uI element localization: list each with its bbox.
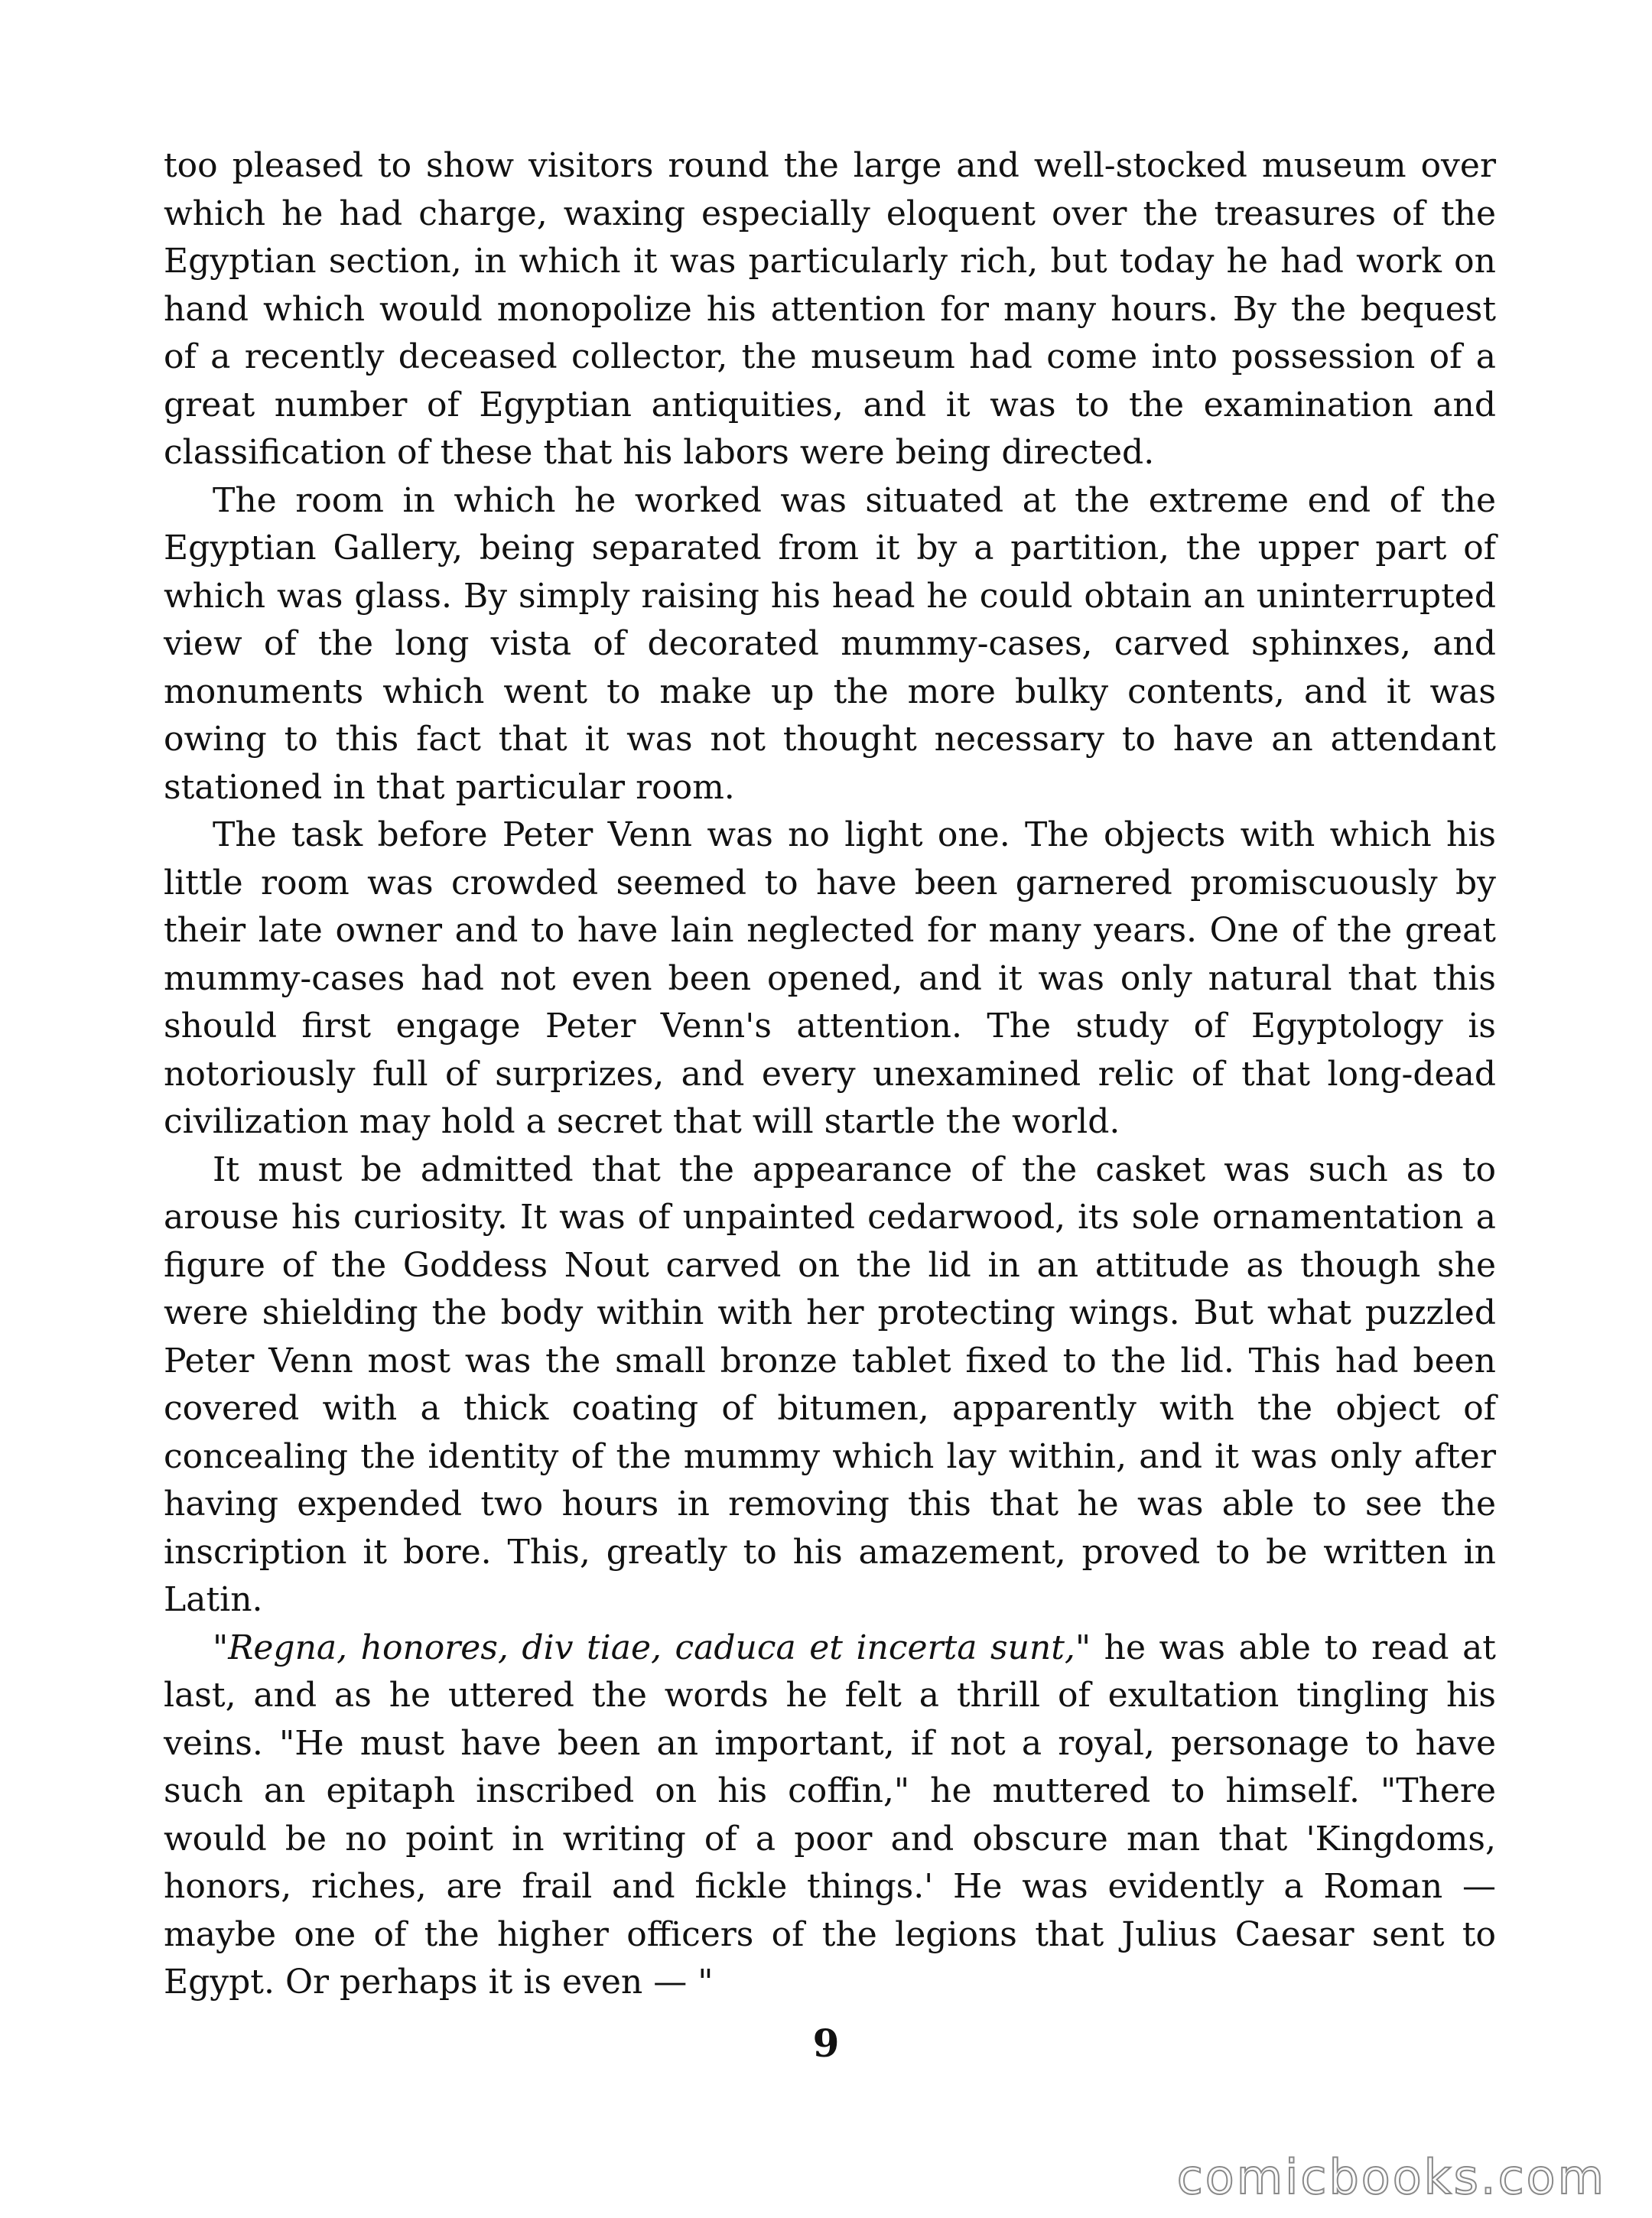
paragraph-5 <box>164 1624 1496 2007</box>
paragraph-3: The task before Peter Venn was no light one. The objects with which his little room was crowded seemed to have been garnered promiscuously by their late owner and to have lain neglected for many years. One of the great mummy-cases had not even been opened, and it was only natural that this should first engage Peter Venn's attention. The study of Egyptology is notoriously full of surprizes, and every unexamined relic of that long-dead civilization may hold a secret that will startle the world. <box>164 815 1496 1141</box>
paragraph-1: too pleased to show visitors round the large and well-stocked museum over which he had charge, waxing especially eloquent over the treasures of the Egyptian section, in which it was particularly rich, but today he had work on hand which would monopolize his attention for many hours. By the bequest of a recently deceased collector, the museum had come into possession of a great number of Egyptian antiquities, and it was to the examination and classification of these that his labors were being directed. <box>164 146 1496 472</box>
body-text <box>164 142 1496 2007</box>
paragraph-2: The room in which he worked was situated at the extreme end of the Egyptian Gallery, being separated from it by a partition, the upper part of which was glass. By simply raising his head he could obtain an uninterrupted view of the long vista of decorated mummy-cases, carved sphinxes, and monuments which went to make up the more bulky contents, and it was owing to this fact that it was not thought necessary to have an attendant stationed in that particular room. <box>164 480 1496 807</box>
paragraph-5-text: he was able to read at last, and as he uttered the words he felt a thrill of exultation tingling his veins. "He must have been an important, if not a royal, personage to have such an epitaph inscribed on his coffin," he muttered to himself. "There would be no point in writing of a poor and obscure man that 'Kingdoms, honors, riches, are frail and fickle things.' He was evidently a Roman — maybe one of the higher officers of the legions that Julius Caesar sent to Egypt. Or perhaps it is even — " <box>164 1628 1496 2002</box>
page-number: 9 <box>812 2021 840 2066</box>
watermark-logo: comicbooks.com <box>1176 2149 1606 2205</box>
latin-inscription-quote: "Regna, honores, div tiae, caduca et incerta sunt," <box>213 1628 1091 1667</box>
paragraph-4: It must be admitted that the appearance of the casket was such as to arouse his curiosity. It was of unpainted cedarwood, its sole ornamentation a figure of the Goddess Nout carved on the lid in an attitude as though she were shielding the body within with her protecting wings. But what puzzled Peter Venn most was the small bronze tablet fixed to the lid. This had been covered with a thick coating of bitumen, apparently with the object of concealing the identity of the mummy which lay within, and it was only after having expended two hours in removing this that he was able to see the inscription it bore. This, greatly to his amazement, proved to be written in Latin. <box>164 1150 1496 1619</box>
